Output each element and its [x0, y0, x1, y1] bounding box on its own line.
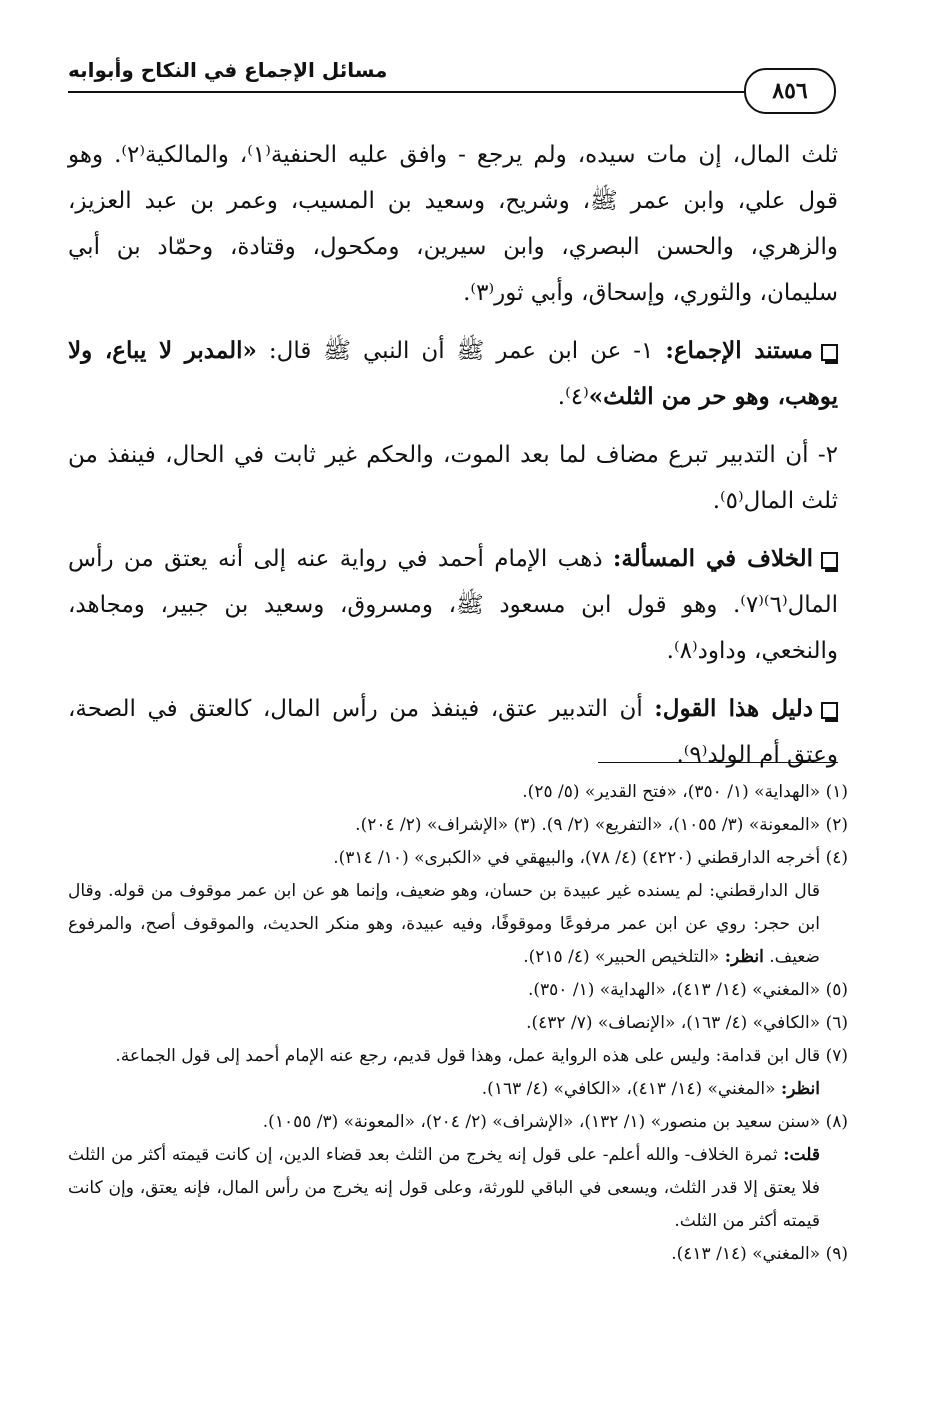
square-bullet-icon	[821, 552, 838, 569]
footnote-7-ref	[68, 1073, 848, 1106]
footnote-1: (١) «الهداية» (١/ ٣٥٠)، «فتح القدير» (٥/ ٢٥).	[522, 782, 848, 802]
footnote-4-note	[68, 875, 848, 974]
footnote-text: «المغني» (١٤/ ٤١٣)، «الكافي» (٤/ ١٦٣).	[481, 1079, 781, 1099]
running-title: مسائل الإجماع في النكاح وأبوابه	[68, 58, 388, 82]
footnote-keyword: انظر:	[780, 1079, 820, 1099]
page-header	[68, 58, 836, 104]
paragraph-2	[68, 328, 838, 420]
paragraph-text: أن التدبير عتق، فينفذ من رأس المال، كالعتق في الصحة، وعتق أم الولد⁽٩⁾.	[68, 696, 838, 768]
paragraph-3: ٢- أن التدبير تبرع مضاف لما بعد الموت، والحكم غير ثابت في الحال، فينفذ من ثلث المال⁽٥⁾.	[68, 442, 838, 514]
footnote-6: (٦) «الكافي» (٤/ ١٦٣)، «الإنصاف» (٧/ ٤٣٢).	[526, 1013, 848, 1033]
square-bullet-icon	[821, 344, 838, 361]
section-heading: مستند الإجماع:	[665, 337, 814, 364]
footnotes	[68, 776, 848, 1271]
footnote-4: (٤) أخرجه الدارقطني (٤٢٢٠) (٤/ ٧٨)، والبيهقي في «الكبرى» (١٠/ ٣١٤).	[333, 848, 848, 868]
footnote-7: (٧) قال ابن قدامة: وليس على هذه الرواية عمل، وهذا قول قديم، رجع عنه الإمام أحمد إلى قول الجماعة.	[115, 1046, 848, 1066]
main-text	[68, 132, 838, 790]
footnote-ref: ⁽٤⁾.	[557, 384, 589, 410]
paragraph-text: ١- عن ابن عمر ﷺ أن النبي ﷺ قال:	[256, 338, 666, 364]
footnote-9: (٩) «المغني» (١٤/ ٤١٣).	[671, 1244, 848, 1264]
paragraph-4	[68, 536, 838, 674]
section-heading: الخلاف في المسألة:	[612, 545, 813, 572]
footnote-8-note	[68, 1139, 848, 1238]
paragraph-1: ثلث المال، إن مات سيده، ولم يرجع - وافق عليه الحنفية⁽١⁾، والمالكية⁽٢⁾. وهو قول علي، وابن عمر ﷺ، وشريح، وسعيد بن المسيب، وعمر بن عبد العزيز، والزهري، والحسن البصري، وابن سيرين، ومكحول، وقتادة، وحمّاد بن أبي سليمان، والثوري، وإسحاق، وأبي ثور⁽٣⁾.	[68, 142, 838, 306]
square-bullet-icon	[821, 702, 838, 719]
footnote-text: ثمرة الخلاف- والله أعلم- على قول إنه يخرج من الثلث بعد قضاء الدين، إن كانت قيمته أكثر من الثلث فلا يعتق إلا قدر الثلث، ويسعى في الباقي للورثة، وعلى قول إنه يخرج من رأس المال، فإنه يعتق، وإن كانت قيمته أكثر من الثلث.	[68, 1145, 820, 1231]
footnote-separator	[598, 762, 838, 763]
paragraph-text: ذهب الإمام أحمد في رواية عنه إلى أنه يعتق من رأس المال⁽٦⁾⁽٧⁾. وهو قول ابن مسعود ﷺ، ومسروق، وسعيد بن جبير، ومجاهد، والنخعي، وداود⁽٨⁾.	[68, 546, 838, 664]
footnote-text: «التلخيص الحبير» (٤/ ٢١٥).	[523, 947, 725, 967]
hadith-quote: «المدبر لا يباع، ولا يوهب، وهو حر من الثلث»	[68, 337, 838, 410]
footnote-2-3: (٢) «المعونة» (٣/ ١٠٥٥)، «التفريع» (٢/ ٩). (٣) «الإشراف» (٢/ ٢٠٤).	[355, 815, 848, 835]
footnote-keyword: قلت:	[783, 1145, 820, 1165]
header-rule	[68, 91, 746, 93]
footnote-8: (٨) «سنن سعيد بن منصور» (١/ ١٣٢)، «الإشراف» (٢/ ٢٠٤)، «المعونة» (٣/ ١٠٥٥).	[262, 1112, 848, 1132]
footnote-keyword: انظر:	[724, 947, 764, 967]
paragraph-5	[68, 686, 838, 778]
footnote-5: (٥) «المغني» (١٤/ ٤١٣)، «الهداية» (١/ ٣٥٠).	[527, 980, 848, 1000]
page-number: ٨٥٦	[744, 68, 836, 114]
footnote-text: قال الدارقطني: لم يسنده غير عبيدة بن حسان، وهو ضعيف، وإنما هو عن ابن عمر موقوف من قوله. وقال ابن حجر: روي عن ابن عمر مرفوعًا وموقوفًا، وفيه عبيدة، وهو منكر الحديث، والموقوف أصح، والمرفوع ضعيف.	[68, 881, 820, 967]
section-heading: دليل هذا القول:	[654, 695, 813, 722]
